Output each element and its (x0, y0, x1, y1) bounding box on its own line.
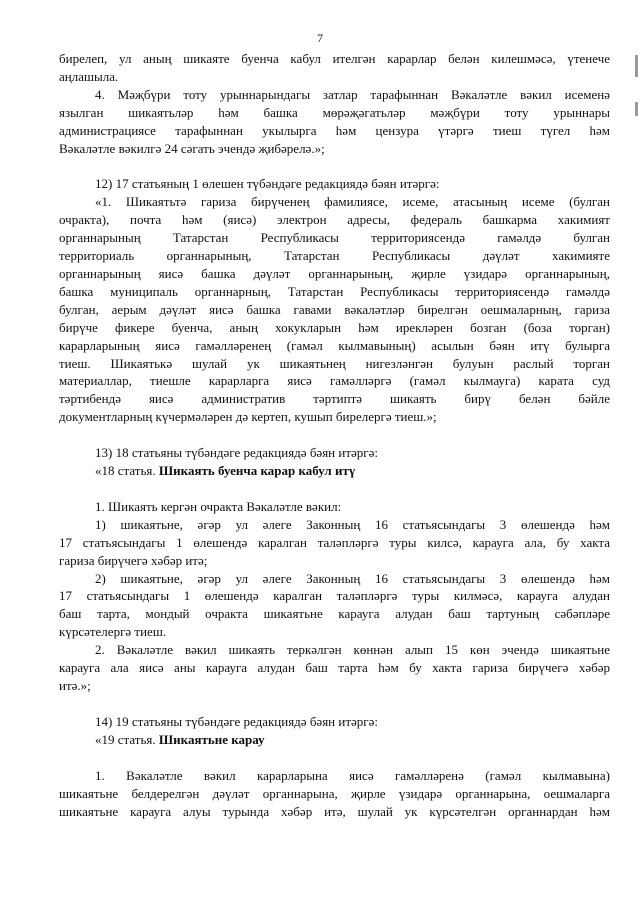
text-line: баш тарта, мондый очракта шикаятьне карауга алудан баш тартуның сәбәпләре (59, 606, 610, 622)
text-line: очракта), почта һәм (яисә) электрон адресы, федераль башкарма хакимият (59, 212, 610, 228)
article-number: «18 статья. (95, 463, 159, 479)
text-line: гариза бирүчегә хәбәр итә; (59, 552, 208, 568)
text-line: 4. Мәҗбүри тоту урыннарындагы затлар тарафыннан Вәкаләтле вәкил исеменә (95, 86, 610, 102)
text-line: материаллар, тиешле карарларга яисә гамәлләргә (гамәл кылмауга) карата суд (59, 373, 610, 389)
text-line: аңлашыла. (59, 68, 119, 84)
text-line: 14) 19 статьяны түбәндәге редакциядә бәян итәргә: (95, 713, 379, 729)
text-line: органнарының яисә башка дәүләт органнарының, җирле үзидарә органнарының, (59, 265, 610, 281)
article-number: «19 статья. (95, 731, 159, 747)
text-line: итә.»; (59, 678, 91, 693)
text-line: 17 статьясындагы 1 өлешендә каралган таләпләргә туры килсә, карауга ала, бу хакта (59, 534, 610, 550)
text-line: 2) шикаятьне, әгәр ул әлеге Законның 16 статьясындагы 3 өлешендә һәм (95, 570, 610, 586)
text-line: 1. Шикаять кергән очракта Вәкаләтле вәкил: (95, 498, 342, 514)
text-line: тиеш. Шикаятькә шулай ук шикаятьнең нигезләнгән булуын раслый торган (59, 355, 610, 371)
text-line: территориаль органнарының, Татарстан Республикасы дәүләт хакимияте (59, 248, 610, 264)
text-line: 1. Вәкаләтле вәкил карарларына яисә гамәлләренә (гамәл кылмавына) (95, 767, 610, 783)
article-heading (59, 731, 610, 749)
scan-edge-mark (635, 102, 638, 116)
text-line: күрсәтелергә тиеш. (59, 624, 167, 640)
scan-edge-mark (635, 55, 638, 77)
text-line: язылган шикаятьләр һәм башка мөрәҗәгатьләр мәҗбүри тоту урыннары (59, 104, 610, 120)
text-line: 12) 17 статьяның 1 өлешен түбәндәге редакциядә бәян итәргә: (95, 176, 440, 192)
page-number: 7 (317, 31, 323, 45)
text-line: бирүче фикере буенча, аның хокукларын һәм ирекләрен бозган (боза торган) (59, 319, 610, 335)
document-body (59, 50, 610, 820)
article-title: Шикаятьне карау (158, 731, 265, 747)
article-title: Шикаять буенча карар кабул итү (158, 463, 356, 479)
text-line: 1) шикаятьне, әгәр ул әлеге Законның 16 статьясындагы 3 өлешендә һәм (95, 516, 610, 532)
article-heading (59, 462, 610, 480)
text-line: шикаятьне карауга алуы турында хәбәр итә, шулай ук күрсәтелгән органнардан һәм (59, 803, 610, 819)
text-line: «1. Шикаятьтә гариза бирүченең фамилиясе, исеме, атасының исеме (булган (95, 194, 610, 210)
text-line: органнарының Татарстан Республикасы территориясендә гамәлдә булган (59, 230, 610, 246)
text-line: тәртибендә яисә административ тәртиптә шикаять бирү белән бәйле (59, 391, 610, 407)
text-line: булган, аерым дәүләт яисә башка гавами вәкаләтләр бирелгән оешмаларның, гариза (59, 301, 610, 317)
text-line: бирелеп, ул аның шикаяте буенча кабул ителгән карарлар белән килешмәсә, үтенече (59, 51, 610, 66)
text-line: 13) 18 статьяны түбәндәге редакциядә бәян итәргә: (95, 445, 379, 461)
text-line: 2. Вәкаләтле вәкил шикаять теркәлгән көннән алып 15 көн эчендә шикаятьне (95, 642, 610, 658)
text-line: Вәкаләтле вәкилгә 24 сәгать эчендә җибәрелә.»; (59, 140, 325, 156)
text-line: карауга ала яисә аны карауга алудан баш тарта һәм бу хакта гариза бирүчегә хәбәр (59, 660, 610, 676)
text-line: 17 статьясындагы 1 өлешендә каралган таләпләргә туры килмәсә, карауга алудан (59, 588, 610, 604)
text-line: карарларының яисә гамәлләренең (гамәл кылмавының) асылын бәян итү булырга (59, 337, 610, 353)
text-line: башка муниципаль органнарның, Татарстан Республикасы территориясендә гамәлдә (59, 283, 610, 299)
text-line: шикаятьне белдерелгән дәүләт органнарына, җирле үзидарә органнарына, оешмаларга (59, 785, 610, 801)
text-line: документларның күчермәләрен дә кертеп, кушып бирелергә тиеш.»; (59, 409, 437, 425)
text-line: администрациясе тарафыннан укылырга һәм цензура үтәргә тиеш түгел һәм (59, 122, 610, 138)
